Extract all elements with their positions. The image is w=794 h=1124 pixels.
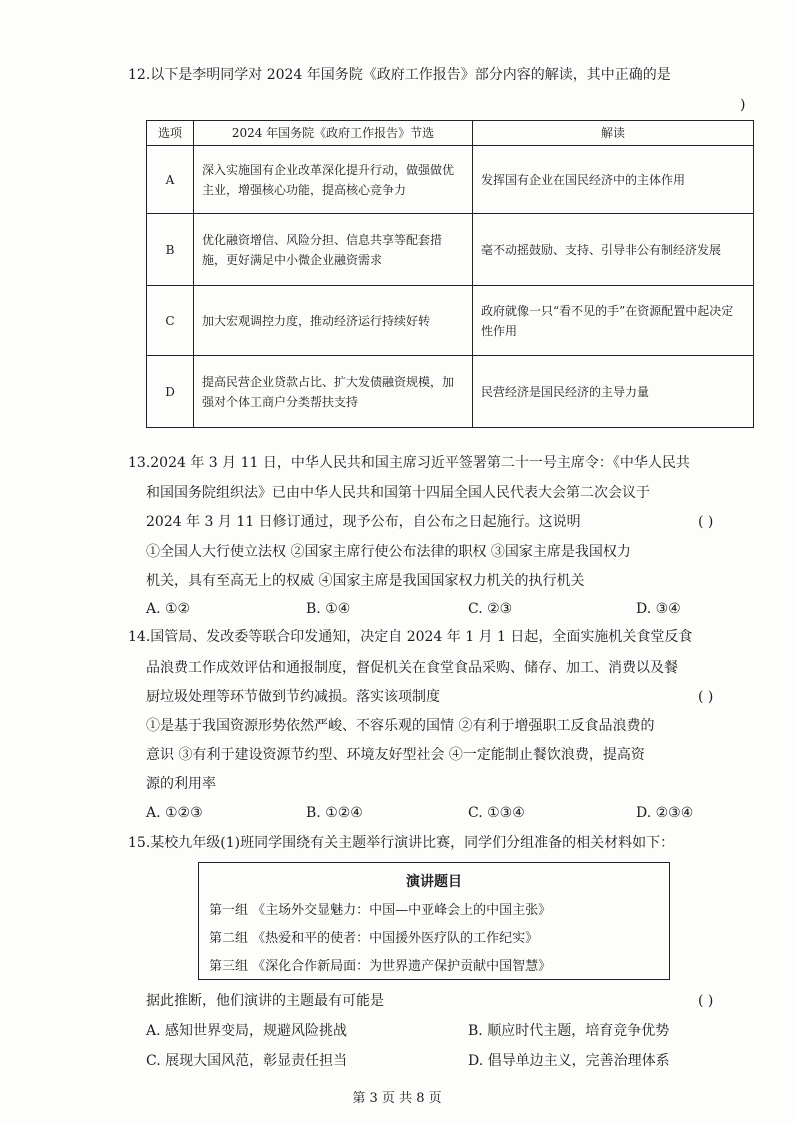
q13-option-a: A. ①②: [146, 601, 191, 617]
q13-line: ①全国人大行使立法权 ②国家主席行使公布法律的职权 ③国家主席是我国权力: [146, 544, 631, 560]
table-cell-option: B: [147, 214, 194, 286]
table-cell-interpretation: 发挥国有企业在国民经济中的主体作用: [473, 146, 754, 214]
q15-question: 据此推断，他们演讲的主题最有可能是: [146, 993, 384, 1009]
q15-option-b: B. 顺应时代主题，培育竞争优势: [468, 1023, 670, 1039]
q12-stem: 12.以下是李明同学对 2024 年国务院《政府工作报告》部分内容的解读，其中正确的是: [128, 67, 671, 83]
q14-line: 14.国管局、发改委等联合印发通知，决定自 2024 年 1 月 1 日起，全面实施机关食堂反食: [128, 629, 693, 645]
table-cell-excerpt: 优化融资增信、风险分担、信息共享等配套措施，更好满足中小微企业融资需求: [194, 214, 473, 286]
q15-option-a: A. 感知世界变局，规避风险挑战: [146, 1023, 348, 1039]
table-row: [147, 146, 754, 214]
q14-line: 品浪费工作成效评估和通报制度，督促机关在食堂食品采购、储存、加工、消费以及餐: [146, 660, 678, 676]
table-header-row: [147, 121, 754, 146]
q13-line: 机关，具有至高无上的权威 ④国家主席是我国国家权力机关的执行机关: [146, 573, 585, 589]
q13-line: 和国国务院组织法》已由中华人民共和国第十四届全国人民代表大会第二次会议于: [146, 485, 650, 501]
table-cell-option: A: [147, 146, 194, 214]
speech-topics-box: [198, 862, 670, 980]
table-header-interpretation: 解读: [473, 121, 754, 146]
table-header-option: 选项: [147, 121, 194, 146]
q14-option-d: D. ②③④: [636, 805, 694, 821]
q15-answer-paren: ( ): [698, 993, 714, 1009]
group-topic: 第二组 《热爱和平的使者：中国援外医疗队的工作纪实》: [209, 931, 539, 946]
table-cell-option: D: [147, 356, 194, 428]
q14-line: 厨垃圾处理等环节做到节约减损。落实该项制度: [146, 689, 440, 705]
q12-answer-paren: ): [740, 97, 746, 113]
q14-option-b: B. ①②④: [306, 805, 363, 821]
group-topic: 第三组 《深化合作新局面：为世界遗产保护贡献中国智慧》: [209, 959, 552, 974]
page-footer: 第 3 页 共 8 页: [352, 1091, 442, 1106]
box-title: 演讲题目: [406, 874, 462, 890]
q15-option-c: C. 展现大国风范，彰显责任担当: [146, 1053, 348, 1069]
table-row: [147, 286, 754, 356]
table-cell-excerpt: 加大宏观调控力度，推动经济运行持续好转: [194, 286, 473, 356]
q14-line: 意识 ③有利于建设资源节约型、环境友好型社会 ④一定能制止餐饮浪费，提高资: [146, 747, 645, 763]
table-cell-interpretation: 毫不动摇鼓励、支持、引导非公有制经济发展: [473, 214, 754, 286]
q14-line: 源的利用率: [146, 776, 216, 792]
table-cell-option: C: [147, 286, 194, 356]
q14-option-a: A. ①②③: [146, 805, 203, 821]
q15-option-d: D. 倡导单边主义，完善治理体系: [468, 1053, 670, 1069]
table-cell-excerpt: 深入实施国有企业改革深化提升行动，做强做优主业，增强核心功能，提高核心竞争力: [194, 146, 473, 214]
q13-option-c: C. ②③: [468, 601, 513, 617]
table-cell-interpretation: 政府就像一只“看不见的手”在资源配置中起决定性作用: [473, 286, 754, 356]
q12-table: [146, 120, 754, 428]
table-header-excerpt: 2024 年国务院《政府工作报告》节选: [194, 121, 473, 146]
table-cell-interpretation: 民营经济是国民经济的主导力量: [473, 356, 754, 428]
q13-option-d: D. ③④: [636, 601, 681, 617]
q13-option-b: B. ①④: [306, 601, 351, 617]
q13-line: 2024 年 3 月 11 日修订通过，现予公布，自公布之日起施行。这说明: [146, 514, 581, 530]
q14-answer-paren: ( ): [698, 689, 714, 705]
table-row: [147, 214, 754, 286]
q13-line: 13.2024 年 3 月 11 日，中华人民共和国主席习近平签署第二十一号主席令：《中华人民共: [128, 455, 690, 471]
group-topic: 第一组 《主场外交显魅力：中国—中亚峰会上的中国主张》: [209, 903, 552, 918]
q14-option-c: C. ①③④: [468, 805, 525, 821]
q14-line: ①是基于我国资源形势依然严峻、不容乐观的国情 ②有利于增强职工反食品浪费的: [146, 718, 655, 734]
table-cell-excerpt: 提高民营企业贷款占比、扩大发债融资规模，加强对个体工商户分类帮扶支持: [194, 356, 473, 428]
table-row: [147, 356, 754, 428]
q13-answer-paren: ( ): [698, 514, 714, 530]
q15-stem: 15.某校九年级(1)班同学围绕有关主题举行演讲比赛，同学们分组准备的相关材料如下：: [128, 835, 675, 851]
